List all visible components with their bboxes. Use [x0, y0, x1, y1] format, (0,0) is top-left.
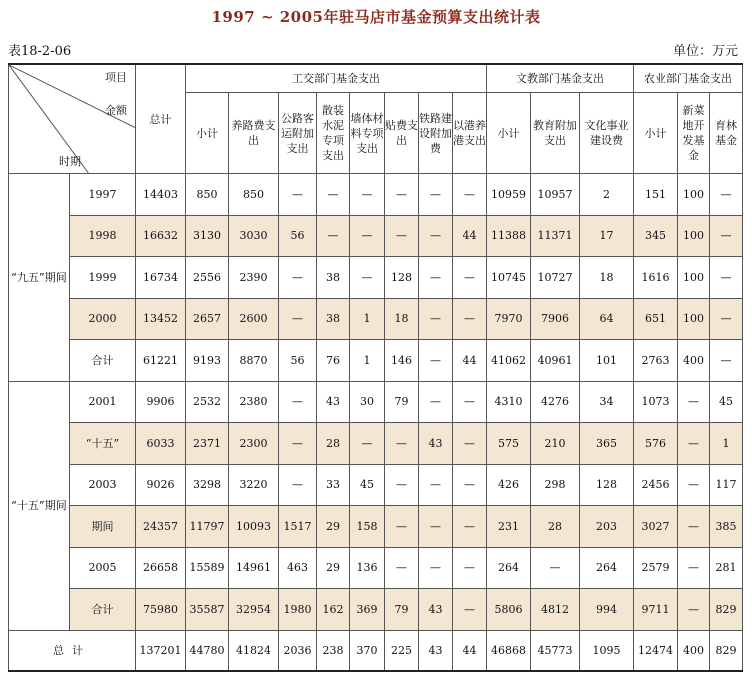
corner-amount-label: 金额 [105, 104, 127, 117]
table-row [9, 547, 743, 589]
grand-total-cell: 12474 [634, 630, 678, 671]
table-cell: 11388 [487, 215, 531, 257]
table-cell: 79 [385, 381, 419, 423]
table-cell: 16734 [136, 257, 186, 299]
table-cell: 18 [385, 298, 419, 340]
table-cell: 136 [350, 547, 385, 589]
table-cell: — [279, 174, 317, 216]
table-cell: 829 [710, 589, 743, 631]
table-row [9, 464, 743, 506]
table-row [9, 381, 743, 423]
row-year-label: 1999 [70, 257, 136, 299]
table-cell: — [279, 464, 317, 506]
table-cell: 369 [350, 589, 385, 631]
table-cell: 2657 [186, 298, 229, 340]
table-cell: 1 [710, 423, 743, 465]
col-header-railway-surcharge: 铁路建设附加费 [419, 93, 453, 174]
table-cell: 56 [279, 215, 317, 257]
table-cell: — [279, 257, 317, 299]
corner-period-label: 时期 [59, 155, 81, 168]
table-cell: 1073 [634, 381, 678, 423]
table-cell: 13452 [136, 298, 186, 340]
col-header-vegetable-land-fund: 新菜地开发基金 [678, 93, 710, 174]
table-cell: 100 [678, 174, 710, 216]
grand-total-cell: 45773 [531, 630, 580, 671]
table-cell: 45 [350, 464, 385, 506]
table-cell: — [453, 174, 487, 216]
table-row [9, 298, 743, 340]
table-cell: — [710, 298, 743, 340]
table-cell: 7906 [531, 298, 580, 340]
table-row [9, 340, 743, 382]
table-cell: — [453, 547, 487, 589]
col-header-industry-subtotal: 小计 [186, 93, 229, 174]
group-header-industry-transport: 工交部门基金支出 [186, 64, 487, 93]
table-cell: 26658 [136, 547, 186, 589]
table-cell: 2556 [186, 257, 229, 299]
table-cell: — [419, 547, 453, 589]
table-row [9, 589, 743, 631]
table-cell: 18 [580, 257, 634, 299]
table-cell: 1616 [634, 257, 678, 299]
table-cell: 100 [678, 298, 710, 340]
row-year-label: 2001 [70, 381, 136, 423]
table-cell: 994 [580, 589, 634, 631]
table-cell: 10093 [229, 506, 279, 548]
table-cell: 30 [350, 381, 385, 423]
table-cell: 8870 [229, 340, 279, 382]
table-cell: — [678, 423, 710, 465]
table-cell: — [531, 547, 580, 589]
table-cell: 2371 [186, 423, 229, 465]
table-cell: 3130 [186, 215, 229, 257]
table-cell: 79 [385, 589, 419, 631]
table-cell: 146 [385, 340, 419, 382]
row-year-label: 1997 [70, 174, 136, 216]
table-cell: 151 [634, 174, 678, 216]
table-cell: 33 [317, 464, 350, 506]
table-cell: 38 [317, 298, 350, 340]
table-cell: 365 [580, 423, 634, 465]
table-cell: 44 [453, 340, 487, 382]
table-cell: 2 [580, 174, 634, 216]
corner-header-cell [9, 64, 136, 174]
col-header-road-maintenance: 养路费支出 [229, 93, 279, 174]
grand-total-label: 总计 [9, 630, 136, 671]
period-label: “九五”期间 [9, 174, 70, 382]
table-cell: 43 [419, 423, 453, 465]
row-year-label: 2003 [70, 464, 136, 506]
table-cell: — [279, 381, 317, 423]
unit-label: 单位：万元 [672, 44, 738, 59]
table-cell: 76 [317, 340, 350, 382]
table-cell: 128 [580, 464, 634, 506]
grand-total-cell: 46868 [487, 630, 531, 671]
period-label: “十五”期间 [9, 381, 70, 630]
table-cell: — [710, 340, 743, 382]
table-cell: — [350, 215, 385, 257]
table-cell: 1 [350, 298, 385, 340]
table-cell: 158 [350, 506, 385, 548]
table-cell: — [385, 464, 419, 506]
table-cell: 1980 [279, 589, 317, 631]
table-cell: 9026 [136, 464, 186, 506]
table-cell: — [710, 215, 743, 257]
table-cell: 4276 [531, 381, 580, 423]
table-cell: 16632 [136, 215, 186, 257]
table-cell: 426 [487, 464, 531, 506]
table-row [9, 215, 743, 257]
table-cell: 29 [317, 547, 350, 589]
table-cell: — [678, 506, 710, 548]
table-cell: 29 [317, 506, 350, 548]
grand-total-cell: 1095 [580, 630, 634, 671]
table-cell: — [453, 257, 487, 299]
table-cell: 264 [580, 547, 634, 589]
row-year-label: 2005 [70, 547, 136, 589]
table-cell: 3220 [229, 464, 279, 506]
table-cell: — [317, 174, 350, 216]
table-cell: 38 [317, 257, 350, 299]
table-cell: 11371 [531, 215, 580, 257]
table-cell: 43 [419, 589, 453, 631]
table-title: 1997 ~ 2005年驻马店市基金预算支出统计表 [211, 8, 541, 26]
table-cell: 34 [580, 381, 634, 423]
table-cell: 56 [279, 340, 317, 382]
table-cell: 6033 [136, 423, 186, 465]
table-cell: 44 [453, 215, 487, 257]
table-cell: 3030 [229, 215, 279, 257]
col-header-bulk-cement: 散装水泥专项支出 [317, 93, 350, 174]
table-cell: 298 [531, 464, 580, 506]
table-cell: 14961 [229, 547, 279, 589]
table-cell: — [385, 215, 419, 257]
row-year-label: 期间 [70, 506, 136, 548]
corner-item-label: 项目 [105, 71, 127, 84]
table-cell: 14403 [136, 174, 186, 216]
table-cell: 264 [487, 547, 531, 589]
table-cell: 9906 [136, 381, 186, 423]
table-cell: 2380 [229, 381, 279, 423]
col-header-education-surcharge: 教育附加支出 [531, 93, 580, 174]
row-year-label: 合计 [70, 589, 136, 631]
table-cell: 210 [531, 423, 580, 465]
table-cell: 385 [710, 506, 743, 548]
table-cell: 5806 [487, 589, 531, 631]
grand-total-cell: 44 [453, 630, 487, 671]
row-year-label: 2000 [70, 298, 136, 340]
table-cell: 61221 [136, 340, 186, 382]
table-cell: 100 [678, 215, 710, 257]
table-cell: — [419, 340, 453, 382]
col-header-agri-subtotal: 小计 [634, 93, 678, 174]
grand-total-cell: 370 [350, 630, 385, 671]
table-cell: 43 [317, 381, 350, 423]
table-row [9, 174, 743, 216]
grand-total-cell: 225 [385, 630, 419, 671]
col-header-culture-subtotal: 小计 [487, 93, 531, 174]
table-cell: — [453, 423, 487, 465]
table-cell: 651 [634, 298, 678, 340]
row-year-label: 1998 [70, 215, 136, 257]
table-cell: 9711 [634, 589, 678, 631]
table-cell: 28 [317, 423, 350, 465]
table-row [9, 257, 743, 299]
table-cell: 10959 [487, 174, 531, 216]
table-cell: 35587 [186, 589, 229, 631]
table-cell: 281 [710, 547, 743, 589]
table-cell: 32954 [229, 589, 279, 631]
table-row [9, 423, 743, 465]
row-year-label: “十五” [70, 423, 136, 465]
table-cell: 3027 [634, 506, 678, 548]
table-cell: — [350, 257, 385, 299]
table-cell: — [678, 589, 710, 631]
table-cell: 203 [580, 506, 634, 548]
table-cell: — [317, 215, 350, 257]
col-header-wall-materials: 墙体材料专项支出 [350, 93, 385, 174]
grand-total-cell: 829 [710, 630, 743, 671]
table-cell: — [678, 547, 710, 589]
grand-total-cell: 400 [678, 630, 710, 671]
table-cell: — [419, 464, 453, 506]
table-cell: — [453, 589, 487, 631]
col-header-subsidy-fee: 贴费支出 [385, 93, 419, 174]
table-cell: 2390 [229, 257, 279, 299]
table-cell: 575 [487, 423, 531, 465]
table-cell: — [678, 464, 710, 506]
table-cell: 3298 [186, 464, 229, 506]
table-cell: 10957 [531, 174, 580, 216]
table-cell: 231 [487, 506, 531, 548]
table-cell: — [279, 423, 317, 465]
table-cell: — [453, 381, 487, 423]
grand-total-cell: 43 [419, 630, 453, 671]
table-cell: 2579 [634, 547, 678, 589]
table-cell: 1517 [279, 506, 317, 548]
table-cell: — [678, 381, 710, 423]
table-cell: — [453, 506, 487, 548]
grand-total-cell: 41824 [229, 630, 279, 671]
grand-total-cell: 137201 [136, 630, 186, 671]
row-year-label: 合计 [70, 340, 136, 382]
table-cell: 4310 [487, 381, 531, 423]
table-cell: — [710, 174, 743, 216]
grand-total-cell: 2036 [279, 630, 317, 671]
table-cell: — [350, 423, 385, 465]
table-cell: 10727 [531, 257, 580, 299]
table-cell: — [419, 298, 453, 340]
table-cell: 10745 [487, 257, 531, 299]
table-cell: 9193 [186, 340, 229, 382]
table-cell: 1 [350, 340, 385, 382]
grand-total-cell: 238 [317, 630, 350, 671]
table-cell: 64 [580, 298, 634, 340]
group-header-agriculture: 农业部门基金支出 [634, 64, 743, 93]
table-cell: 4812 [531, 589, 580, 631]
grand-total-row [9, 630, 743, 671]
table-cell: 2600 [229, 298, 279, 340]
col-header-port-support: 以港养港支出 [453, 93, 487, 174]
table-cell: — [419, 506, 453, 548]
budget-table [8, 63, 743, 672]
table-cell: 345 [634, 215, 678, 257]
table-row [9, 506, 743, 548]
table-number: 表18-2-06 [8, 44, 72, 59]
table-cell: — [385, 547, 419, 589]
table-cell: 101 [580, 340, 634, 382]
group-header-culture-education: 文教部门基金支出 [487, 64, 634, 93]
table-cell: — [350, 174, 385, 216]
table-cell: 463 [279, 547, 317, 589]
table-cell: — [385, 506, 419, 548]
table-cell: 28 [531, 506, 580, 548]
grand-total-cell: 44780 [186, 630, 229, 671]
table-cell: 2763 [634, 340, 678, 382]
col-header-road-passenger-surcharge: 公路客运附加支出 [279, 93, 317, 174]
table-cell: 2532 [186, 381, 229, 423]
table-cell: 40961 [531, 340, 580, 382]
table-cell: — [279, 298, 317, 340]
table-cell: — [419, 381, 453, 423]
table-cell: 576 [634, 423, 678, 465]
table-cell: 162 [317, 589, 350, 631]
table-cell: — [453, 298, 487, 340]
table-cell: — [710, 257, 743, 299]
table-cell: — [453, 464, 487, 506]
table-cell: 11797 [186, 506, 229, 548]
table-cell: 15589 [186, 547, 229, 589]
table-cell: 2300 [229, 423, 279, 465]
table-cell: 2456 [634, 464, 678, 506]
table-cell: — [419, 174, 453, 216]
table-cell: — [385, 174, 419, 216]
table-cell: — [419, 257, 453, 299]
table-cell: 400 [678, 340, 710, 382]
table-cell: — [385, 423, 419, 465]
table-cell: 850 [186, 174, 229, 216]
table-cell: 850 [229, 174, 279, 216]
table-cell: 75980 [136, 589, 186, 631]
table-cell: 41062 [487, 340, 531, 382]
table-cell: 128 [385, 257, 419, 299]
col-header-culture-construction-fee: 文化事业建设费 [580, 93, 634, 174]
table-cell: — [419, 215, 453, 257]
table-cell: 117 [710, 464, 743, 506]
col-header-afforestation-fund: 育林基金 [710, 93, 743, 174]
table-cell: 45 [710, 381, 743, 423]
table-cell: 7970 [487, 298, 531, 340]
header-total: 总计 [136, 64, 186, 174]
table-cell: 24357 [136, 506, 186, 548]
table-cell: 17 [580, 215, 634, 257]
table-cell: 100 [678, 257, 710, 299]
